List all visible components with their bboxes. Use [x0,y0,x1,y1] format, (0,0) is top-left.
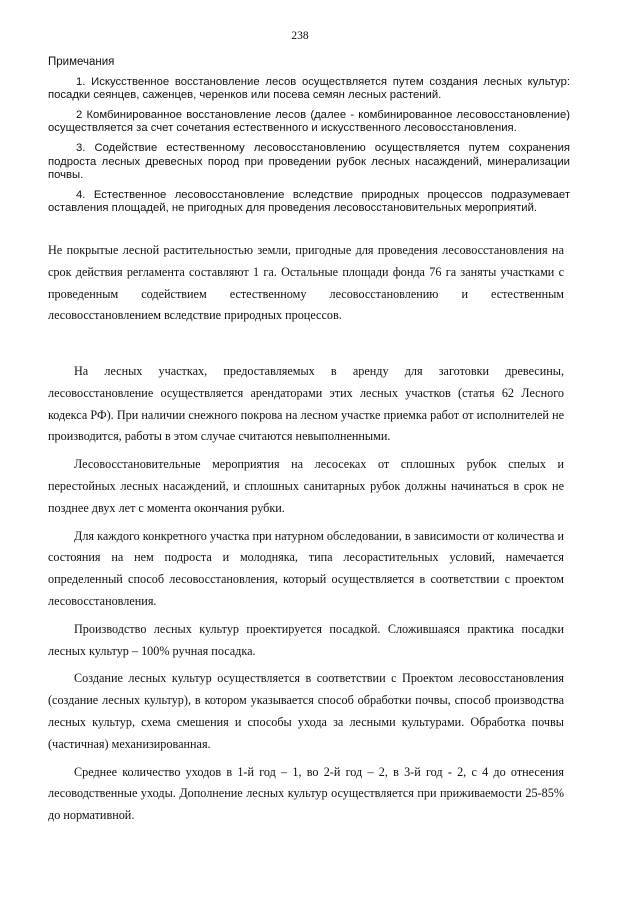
intro-section [48,240,564,333]
notes-section [48,56,570,222]
paragraph-lease-areas: На лесных участках, предоставляемых в аренду для заготовки древесины, лесовосстановление осуществляется арендаторами этих лесных участков (статья 62 Лесного кодекса РФ). При наличии снежного покрова на лесном участке приемка работ от исполнителей не производится, работы в этом случае считаются невыполненными. [48,364,564,444]
paragraph-care-count: Среднее количество уходов в 1-й год – 1, во 2-й год – 2, в 3-й год - 2, с 4 до отнесения лесоводственные уходы. Дополнение лесных культур осуществляется при приживаемости 25-85% до нормативной. [48,764,564,823]
main-text-section [48,361,564,833]
paragraph-reforestation-measures: Лесовосстановительные мероприятия на лесосеках от сплошных рубок спелых и перестойных лесных насаждений, и сплошных санитарных рубок должны начинаться в срок не позднее двух лет с момента окончания рубки. [48,457,564,515]
note-item-4: 4. Естественное лесовосстановление вследствие природных процессов подразумевает оставления площадей, не пригодных для проведения лесовосстановительных мероприятий. [48,188,570,215]
note-item-2: 2 Комбинированное восстановление лесов (далее - комбинированное лесовосстановление) осуществляется за счет сочетания естественного и искусственного лесовосстановления. [48,108,570,135]
paragraph-forest-crop-creation: Создание лесных культур осуществляется в соответствии с Проектом лесовосстановления (создание лесных культур), в котором указывается способ обработки почвы, способ производства лесных культур, схема смешения и способы ухода за лесными культурами. Обработка почвы (частичная) механизированная. [48,671,564,751]
paragraph-site-survey: Для каждого конкретного участка при натурном обследовании, в зависимости от количества и состояния на нем подроста и молодняка, типа лесорастительных условий, намечается определенный способ лесовосстановления, который осуществляется в соответствии с проектом лесовосстановления. [48,528,564,608]
notes-title: Примечания [48,56,115,68]
page-number: 238 [291,30,309,42]
note-item-1: 1. Искусственное восстановление лесов осуществляется путем создания лесных культур: посадки сеянцев, саженцев, черенков или посева семян лесных растений. [48,75,570,102]
paragraph-planting-practice: Производство лесных культур проектируется посадкой. Сложившаяся практика посадки лесных культур – 100% ручная посадка. [48,621,564,658]
intro-paragraph: Не покрытые лесной растительностью земли, пригодные для проведения лесовосстановления на срок действия регламента составляют 1 га. Остальные площади фонда 76 га заняты участками с проведенным содействием естественному лесовосстановлению и естественным лесовосстановлением вследствие природных процессов. [48,243,564,323]
note-item-3: 3. Содействие естественному лесовосстановлению осуществляется путем сохранения подроста лесных древесных пород при проведении рубок лесных насаждений, минерализации почвы. [48,141,570,182]
